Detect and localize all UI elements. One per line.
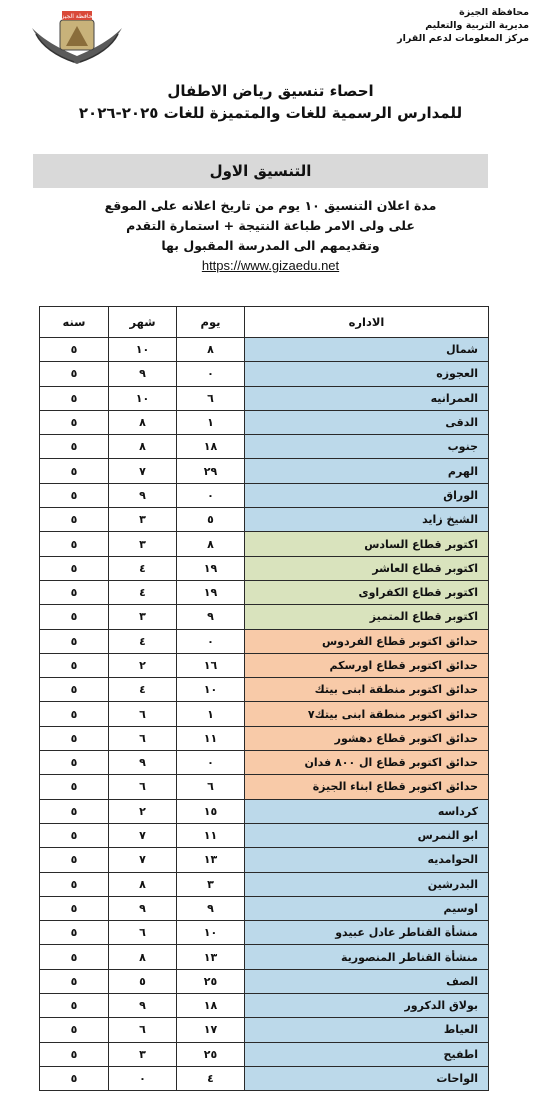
administration-cell: حدائق اكتوبر قطاع ال ٨٠٠ فدان — [245, 751, 489, 775]
org-center: مركز المعلومات لدعم القرار — [397, 33, 529, 44]
year-cell: ٥ — [40, 605, 109, 629]
org-directorate: مديرية التربية والتعليم — [425, 20, 529, 31]
table-row — [40, 459, 489, 483]
year-cell: ٥ — [40, 580, 109, 604]
note-line-3: وتقديمهم الى المدرسة المقبول بها — [161, 238, 380, 253]
announcement-notes — [0, 196, 541, 276]
administration-cell: اكتوبر قطاع العاشر — [245, 556, 489, 580]
day-cell: ٢٥ — [177, 969, 245, 993]
day-cell: ٢٥ — [177, 1042, 245, 1066]
year-cell: ٥ — [40, 362, 109, 386]
month-cell: ٦ — [109, 921, 177, 945]
year-cell: ٥ — [40, 775, 109, 799]
header-year: سنه — [40, 307, 109, 338]
month-cell: ٤ — [109, 580, 177, 604]
administration-cell: ابو النمرس — [245, 823, 489, 847]
table-row — [40, 1042, 489, 1066]
day-cell: ١٣ — [177, 945, 245, 969]
day-cell: ١٩ — [177, 580, 245, 604]
table-row — [40, 653, 489, 677]
table-row — [40, 338, 489, 362]
note-line-1: مدة اعلان التنسيق ١٠ يوم من تاريخ اعلانه على الموقع — [104, 198, 437, 213]
month-cell: ١٠ — [109, 338, 177, 362]
month-cell: ٨ — [109, 872, 177, 896]
day-cell: ١٨ — [177, 994, 245, 1018]
year-cell: ٥ — [40, 848, 109, 872]
table-row — [40, 945, 489, 969]
table-row — [40, 799, 489, 823]
table-row — [40, 483, 489, 507]
year-cell: ٥ — [40, 459, 109, 483]
day-cell: ٦ — [177, 775, 245, 799]
month-cell: ٦ — [109, 702, 177, 726]
table-row — [40, 823, 489, 847]
year-cell: ٥ — [40, 678, 109, 702]
month-cell: ٧ — [109, 459, 177, 483]
table-row — [40, 410, 489, 434]
title-line-2: للمدارس الرسمية للغات والمتميزة للغات ٢٠٢٥-٢٠٢٦ — [78, 104, 463, 122]
administration-cell: اكتوبر قطاع السادس — [245, 532, 489, 556]
results-table — [39, 306, 489, 1091]
table-row — [40, 605, 489, 629]
month-cell: ٤ — [109, 678, 177, 702]
year-cell: ٥ — [40, 945, 109, 969]
day-cell: ١٥ — [177, 799, 245, 823]
month-cell: ٨ — [109, 435, 177, 459]
administration-cell: حدائق اكتوبر قطاع دهشور — [245, 726, 489, 750]
table-row — [40, 896, 489, 920]
day-cell: ٣ — [177, 872, 245, 896]
table-row — [40, 580, 489, 604]
month-cell: ٦ — [109, 726, 177, 750]
administration-cell: الهرم — [245, 459, 489, 483]
day-cell: ٩ — [177, 896, 245, 920]
administration-cell: الشيخ زايد — [245, 508, 489, 532]
note-line-2: على ولى الامر طباعة النتيجة + استمارة التقدم — [126, 218, 415, 233]
month-cell: ٢ — [109, 799, 177, 823]
administration-cell: البدرشين — [245, 872, 489, 896]
year-cell: ٥ — [40, 1066, 109, 1090]
year-cell: ٥ — [40, 386, 109, 410]
table-row — [40, 1018, 489, 1042]
month-cell: ٩ — [109, 751, 177, 775]
year-cell: ٥ — [40, 410, 109, 434]
year-cell: ٥ — [40, 969, 109, 993]
administration-cell: بولاق الدكرور — [245, 994, 489, 1018]
year-cell: ٥ — [40, 994, 109, 1018]
administration-cell: حدائق اكتوبر منطقة ابنى بيتك٧ — [245, 702, 489, 726]
year-cell: ٥ — [40, 556, 109, 580]
year-cell: ٥ — [40, 653, 109, 677]
day-cell: ٠ — [177, 362, 245, 386]
day-cell: ٥ — [177, 508, 245, 532]
administration-cell: حدائق اكتوبر قطاع ابناء الجيزة — [245, 775, 489, 799]
organization-header — [339, 6, 529, 45]
month-cell: ٣ — [109, 532, 177, 556]
year-cell: ٥ — [40, 629, 109, 653]
administration-cell: منشأة القناطر المنصورية — [245, 945, 489, 969]
administration-cell: الصف — [245, 969, 489, 993]
day-cell: ١٨ — [177, 435, 245, 459]
day-cell: ٨ — [177, 338, 245, 362]
table-row — [40, 969, 489, 993]
day-cell: ١ — [177, 410, 245, 434]
day-cell: ٢٩ — [177, 459, 245, 483]
administration-cell: العمرانيه — [245, 386, 489, 410]
month-cell: ٨ — [109, 945, 177, 969]
month-cell: ٥ — [109, 969, 177, 993]
year-cell: ٥ — [40, 751, 109, 775]
table-row — [40, 1066, 489, 1090]
table-row — [40, 702, 489, 726]
administration-cell: اكتوبر قطاع المتميز — [245, 605, 489, 629]
year-cell: ٥ — [40, 799, 109, 823]
year-cell: ٥ — [40, 1018, 109, 1042]
year-cell: ٥ — [40, 483, 109, 507]
month-cell: ٣ — [109, 1042, 177, 1066]
month-cell: ٣ — [109, 605, 177, 629]
year-cell: ٥ — [40, 532, 109, 556]
header-day: يوم — [177, 307, 245, 338]
table-row — [40, 848, 489, 872]
header-month: شهر — [109, 307, 177, 338]
administration-cell: حدائق اكتوبر منطقة ابنى بيتك — [245, 678, 489, 702]
month-cell: ٢ — [109, 653, 177, 677]
month-cell: ٤ — [109, 629, 177, 653]
month-cell: ٩ — [109, 362, 177, 386]
month-cell: ٦ — [109, 1018, 177, 1042]
administration-cell: اطفيح — [245, 1042, 489, 1066]
year-cell: ٥ — [40, 702, 109, 726]
logo-text: محافظة الجيزة — [58, 13, 96, 20]
year-cell: ٥ — [40, 823, 109, 847]
month-cell: ٤ — [109, 556, 177, 580]
giza-governorate-logo — [22, 6, 132, 74]
table-row — [40, 532, 489, 556]
year-cell: ٥ — [40, 726, 109, 750]
year-cell: ٥ — [40, 508, 109, 532]
first-round-banner: التنسيق الاول — [33, 154, 488, 188]
administration-cell: العياط — [245, 1018, 489, 1042]
year-cell: ٥ — [40, 872, 109, 896]
table-row — [40, 994, 489, 1018]
day-cell: ١٧ — [177, 1018, 245, 1042]
day-cell: ١١ — [177, 823, 245, 847]
day-cell: ١٦ — [177, 653, 245, 677]
table-row — [40, 556, 489, 580]
administration-cell: منشأة القناطر عادل عبيدو — [245, 921, 489, 945]
month-cell: ٠ — [109, 1066, 177, 1090]
administration-cell: اكتوبر قطاع الكفراوى — [245, 580, 489, 604]
year-cell: ٥ — [40, 1042, 109, 1066]
table-row — [40, 751, 489, 775]
year-cell: ٥ — [40, 896, 109, 920]
administration-cell: شمال — [245, 338, 489, 362]
day-cell: ١٩ — [177, 556, 245, 580]
day-cell: ١٠ — [177, 921, 245, 945]
administration-cell: حدائق اكتوبر قطاع اورسكم — [245, 653, 489, 677]
table-row — [40, 726, 489, 750]
table-body — [40, 338, 489, 1091]
day-cell: ٩ — [177, 605, 245, 629]
table-header-row — [40, 307, 489, 338]
title-line-1: احصاء تنسيق رياض الاطفال — [167, 82, 374, 100]
day-cell: ٠ — [177, 483, 245, 507]
month-cell: ٣ — [109, 508, 177, 532]
month-cell: ٩ — [109, 483, 177, 507]
administration-cell: الوراق — [245, 483, 489, 507]
day-cell: ١٠ — [177, 678, 245, 702]
day-cell: ٨ — [177, 532, 245, 556]
day-cell: ٠ — [177, 751, 245, 775]
table-row — [40, 629, 489, 653]
website-link[interactable]: https://www.gizaedu.net — [201, 258, 340, 273]
administration-cell: كرداسه — [245, 799, 489, 823]
day-cell: ٤ — [177, 1066, 245, 1090]
org-governorate: محافظة الجيزة — [459, 7, 529, 18]
table-row — [40, 921, 489, 945]
day-cell: ١٣ — [177, 848, 245, 872]
administration-cell: الواحات — [245, 1066, 489, 1090]
header-administration: الاداره — [245, 307, 489, 338]
month-cell: ٧ — [109, 848, 177, 872]
administration-cell: حدائق اكتوبر قطاع الفردوس — [245, 629, 489, 653]
administration-cell: جنوب — [245, 435, 489, 459]
month-cell: ١٠ — [109, 386, 177, 410]
month-cell: ٦ — [109, 775, 177, 799]
page-title — [0, 80, 541, 124]
year-cell: ٥ — [40, 921, 109, 945]
administration-cell: الدقى — [245, 410, 489, 434]
year-cell: ٥ — [40, 435, 109, 459]
table-row — [40, 435, 489, 459]
year-cell: ٥ — [40, 338, 109, 362]
month-cell: ٧ — [109, 823, 177, 847]
administration-cell: اوسيم — [245, 896, 489, 920]
table-row — [40, 362, 489, 386]
month-cell: ٩ — [109, 994, 177, 1018]
administration-cell: العجوزه — [245, 362, 489, 386]
day-cell: ٦ — [177, 386, 245, 410]
day-cell: ٠ — [177, 629, 245, 653]
table-row — [40, 386, 489, 410]
administration-cell: الحوامديه — [245, 848, 489, 872]
table-row — [40, 508, 489, 532]
table-row — [40, 872, 489, 896]
table-row — [40, 775, 489, 799]
month-cell: ٨ — [109, 410, 177, 434]
day-cell: ١ — [177, 702, 245, 726]
month-cell: ٩ — [109, 896, 177, 920]
table-row — [40, 678, 489, 702]
day-cell: ١١ — [177, 726, 245, 750]
